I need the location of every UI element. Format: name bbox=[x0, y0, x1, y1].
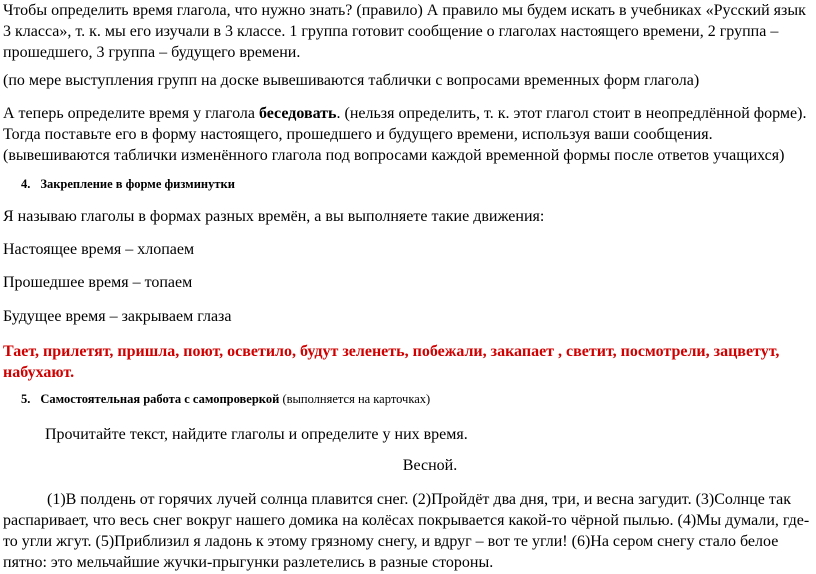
red-verb-list: Тает, прилетят, пришла, поют, осветило, будут зеленеть, побежали, закапает , светит, посмотрели, зацветут, набухают. bbox=[3, 343, 780, 381]
verb-bold: беседовать bbox=[258, 105, 337, 122]
intro-paragraph: Чтобы определить время глагола, что нужно знать? (правило) А правило мы будем искать в учебниках «Русский язык 3 класса», т. к. мы его изучали в 3 классе. 1 группа готовит сообщение о глаголах настоящего времени, 2 группа – прошедшего, 3 группа – будущего времени. bbox=[3, 2, 806, 61]
verb-paragraph-end: . (нельзя определить, т. к. этот глагол стоит в неопредлённой форме). Тогда поставьте его в форму настоящего, прошедшего и будущего времени, используя ваши сообщения. (вывешиваются таблички изменённого глагола под вопросами каждой временной формы после ответов учащихся) bbox=[3, 105, 807, 164]
text-body: (1)В полдень от горячих лучей солнца плавится снег. (2)Пройдёт два дня, три, и весна загудит. (3)Солнце так распаривает, что весь снег вокруг нашего домика на колёсах покрывается какой-то чёрной пылью. (4)Мы думали, где-то угли жгут. (5)Приблизил я ладонь к этому грязному снегу, и вдруг – вот те угли! (6)На сером снегу стало белое пятно: это мельчайшие жучки-прыгунки разлетелись в разные стороны. bbox=[3, 491, 810, 571]
future-line: Будущее время – закрываем глаза bbox=[3, 308, 232, 325]
past-line: Прошедшее время – топаем bbox=[3, 274, 193, 291]
section-4-heading bbox=[21, 176, 235, 192]
section-5-note: (выполняется на карточках) bbox=[279, 392, 431, 406]
present-line: Настоящее время – хлопаем bbox=[3, 241, 195, 258]
instruction-paragraph: Я называю глаголы в формах разных времён, а вы выполняете такие движения: bbox=[3, 208, 545, 225]
note-paragraph: (по мере выступления групп на доске вывешиваются таблички с вопросами временных форм глагола) bbox=[3, 72, 700, 89]
section-4-title: Закрепление в форме физминутки bbox=[40, 177, 235, 191]
section-5-number: 5. bbox=[21, 392, 31, 406]
text-title: Весной. bbox=[402, 457, 458, 474]
task-line: Прочитайте текст, найдите глаголы и определите у них время. bbox=[45, 426, 468, 443]
section-5-heading bbox=[21, 391, 430, 407]
section-4-number: 4. bbox=[21, 177, 31, 191]
section-5-title: Самостоятельная работа с самопроверкой bbox=[40, 392, 280, 406]
verb-paragraph bbox=[3, 103, 811, 166]
verb-paragraph-start: А теперь определите время у глагола bbox=[3, 105, 259, 122]
